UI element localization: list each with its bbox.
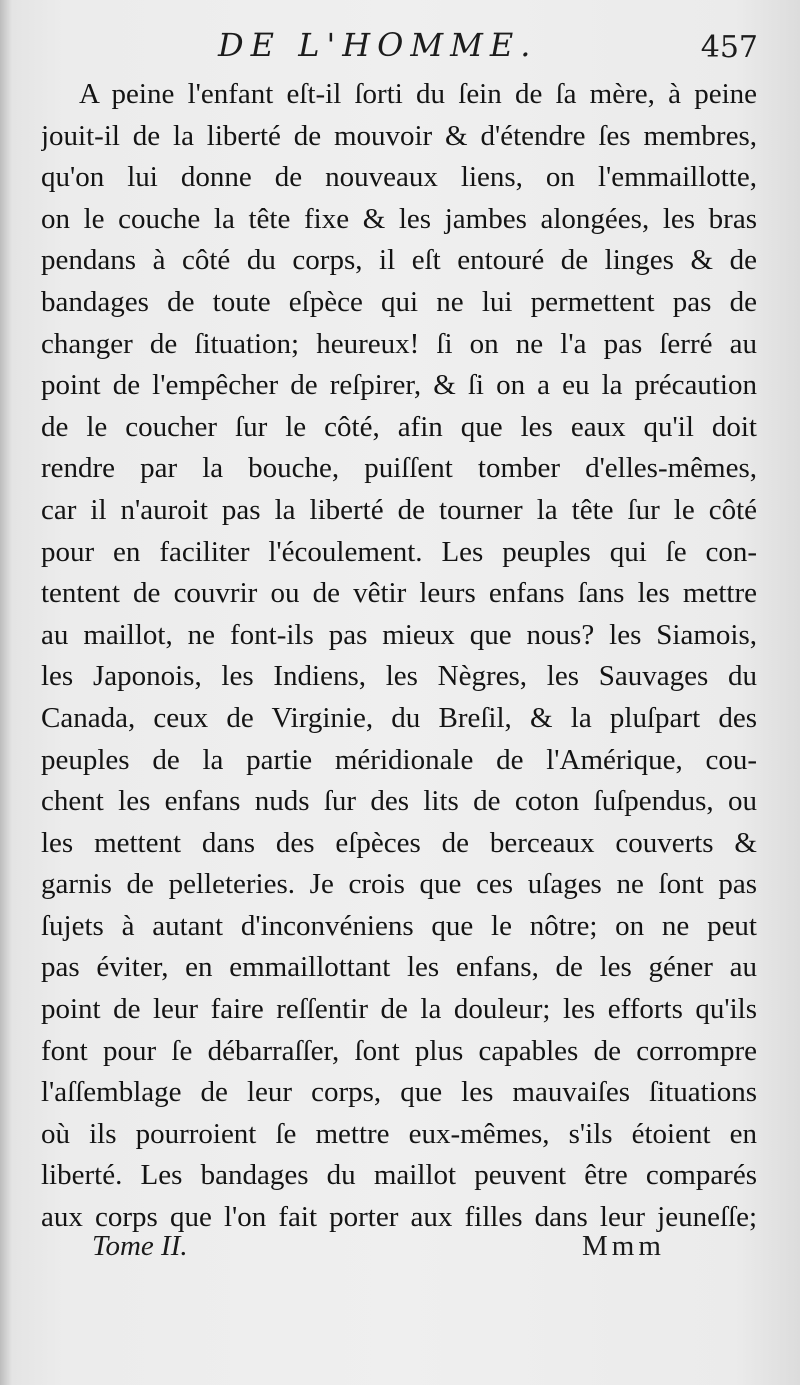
text-line: de le coucher ſur le côté, afin que les eaux qu'il doit [41,410,757,443]
text-line: l'aſſemblage de leur corps, que les mauvaiſes ſituations [41,1076,757,1109]
page-number: 457 [700,30,758,65]
text-line: peuples de la partie méridionale de l'Amérique, cou- [41,743,757,776]
text-line: qu'on lui donne de nouveaux liens, on l'emmaillotte, [41,161,757,194]
text-line: ſujets à autant d'inconvéniens que le nôtre; on ne peut [41,909,757,942]
signature-mark: Mmm [582,1230,665,1262]
text-line: au maillot, ne font-ils pas mieux que nous? les Siamois, [41,618,757,651]
page-spine-shadow [0,0,12,1385]
text-line: A peine l'enfant eſt-il ſorti du ſein de ſa mère, à peine [79,78,757,110]
running-head: DE L'HOMME. [218,26,538,64]
text-line: point de leur faire reſſentir de la douleur; les efforts qu'ils [41,993,757,1026]
volume-label: Tome II. [92,1230,188,1262]
text-line: pas éviter, en emmaillottant les enfans, de les géner au [41,951,757,984]
text-line: font pour ſe débarraſſer, ſont plus capables de corrompre [41,1034,757,1067]
text-line: garnis de pelleteries. Je crois que ces uſages ne ſont pas [41,868,757,901]
page-footer [0,1230,800,1274]
text-line: les Japonois, les Indiens, les Nègres, les Sauvages du [41,660,757,693]
page-header [0,26,800,76]
text-line: aux corps que l'on fait porter aux filles dans leur jeuneſſe; [41,1201,757,1234]
text-line: chent les enfans nuds ſur des lits de coton ſuſpendus, ou [41,785,757,818]
text-line: où ils pourroient ſe mettre eux-mêmes, s'ils étoient en [41,1117,757,1150]
text-line: on le couche la tête fixe & les jambes alongées, les bras [41,202,757,235]
body-text [41,74,757,1239]
text-line: changer de ſituation; heureux! ſi on ne l'a pas ſerré au [41,327,757,360]
text-line: pour en faciliter l'écoulement. Les peuples qui ſe con- [41,535,757,568]
text-line: point de l'empêcher de reſpirer, & ſi on a eu la précaution [41,369,757,402]
text-line: Canada, ceux de Virginie, du Breſil, & la pluſpart des [41,701,757,734]
text-line: rendre par la bouche, puiſſent tomber d'elles-mêmes, [41,452,757,485]
text-line: pendans à côté du corps, il eſt entouré de linges & de [41,244,757,277]
text-line: liberté. Les bandages du maillot peuvent être comparés [41,1159,757,1192]
text-line: tentent de couvrir ou de vêtir leurs enfans ſans les mettre [41,577,757,610]
text-line: jouit-il de la liberté de mouvoir & d'étendre ſes membres, [41,119,757,152]
text-line: car il n'auroit pas la liberté de tourner la tête ſur le côté [41,493,757,526]
text-line: les mettent dans des eſpèces de berceaux couverts & [41,826,757,859]
text-line: bandages de toute eſpèce qui ne lui permettent pas de [41,285,757,318]
